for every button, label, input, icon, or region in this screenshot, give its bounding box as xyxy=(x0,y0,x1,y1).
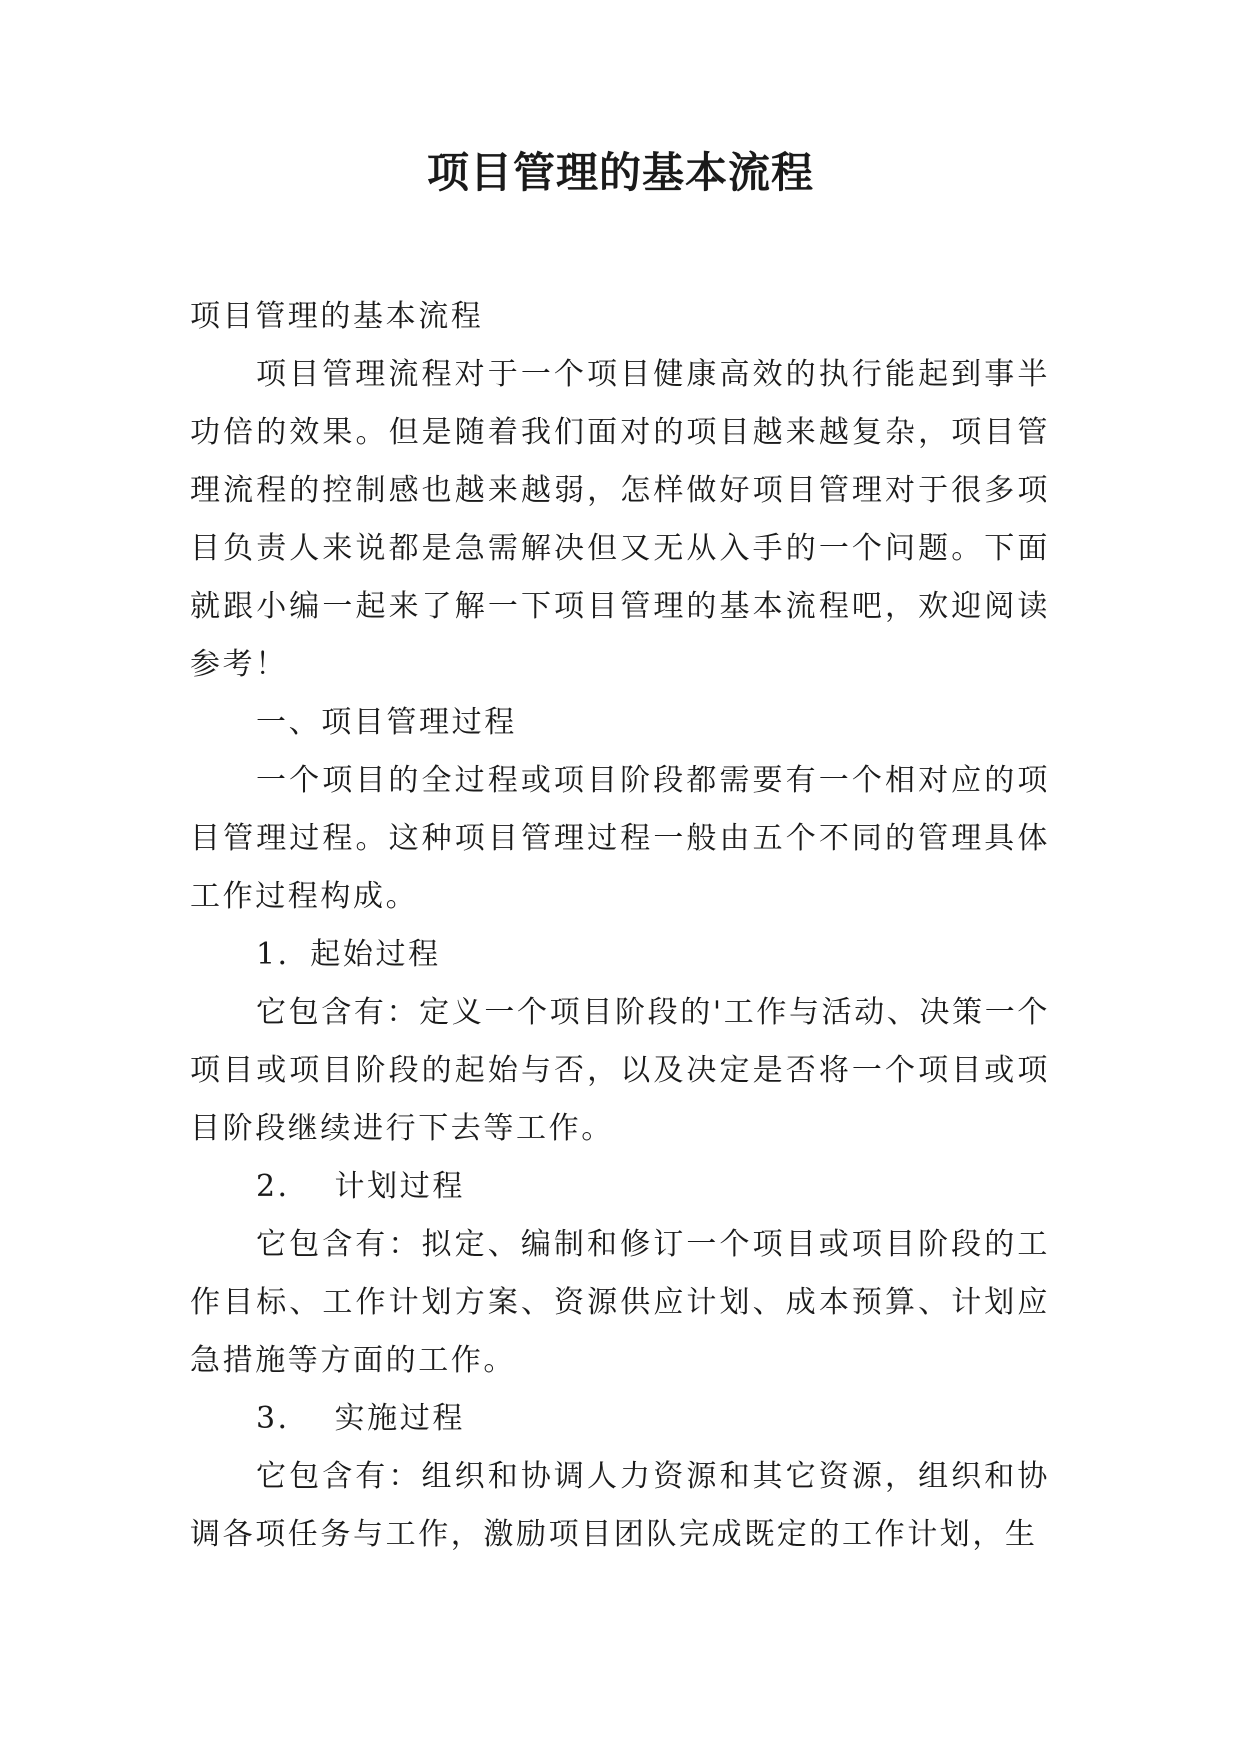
section-heading: 一、项目管理过程 xyxy=(256,705,517,740)
step-heading-initiation: 1．起始过程 xyxy=(256,937,441,972)
step-paragraph-initiation: 它包含有：定义一个项目阶段的'工作与活动、决策一个项目或项目阶段的起始与否，以及决定是否将一个项目或项目阶段继续进行下去等工作。 xyxy=(190,995,1050,1146)
subtitle-line: 项目管理的基本流程 xyxy=(190,299,484,334)
step-paragraph-planning: 它包含有：拟定、编制和修订一个项目或项目阶段的工作目标、工作计划方案、资源供应计划、成本预算、计划应急措施等方面的工作。 xyxy=(190,1227,1050,1378)
step-heading-execution: 3． 实施过程 xyxy=(256,1401,465,1436)
section-paragraph: 一个项目的全过程或项目阶段都需要有一个相对应的项目管理过程。这种项目管理过程一般由五个不同的管理具体工作过程构成。 xyxy=(190,763,1050,914)
step-paragraph-execution: 它包含有：组织和协调人力资源和其它资源，组织和协调各项任务与工作，激励项目团队完成既定的工作计划，生 xyxy=(190,1459,1050,1552)
step-heading-planning: 2． 计划过程 xyxy=(256,1169,465,1204)
document-title: 项目管理的基本流程 xyxy=(426,148,814,197)
document-body xyxy=(190,288,1050,1564)
intro-paragraph: 项目管理流程对于一个项目健康高效的执行能起到事半功倍的效果。但是随着我们面对的项目越来越复杂，项目管理流程的控制感也越来越弱，怎样做好项目管理对于很多项目负责人来说都是急需解决但又无从入手的一个问题。下面就跟小编一起来了解一下项目管理的基本流程吧，欢迎阅读参考！ xyxy=(190,357,1050,682)
